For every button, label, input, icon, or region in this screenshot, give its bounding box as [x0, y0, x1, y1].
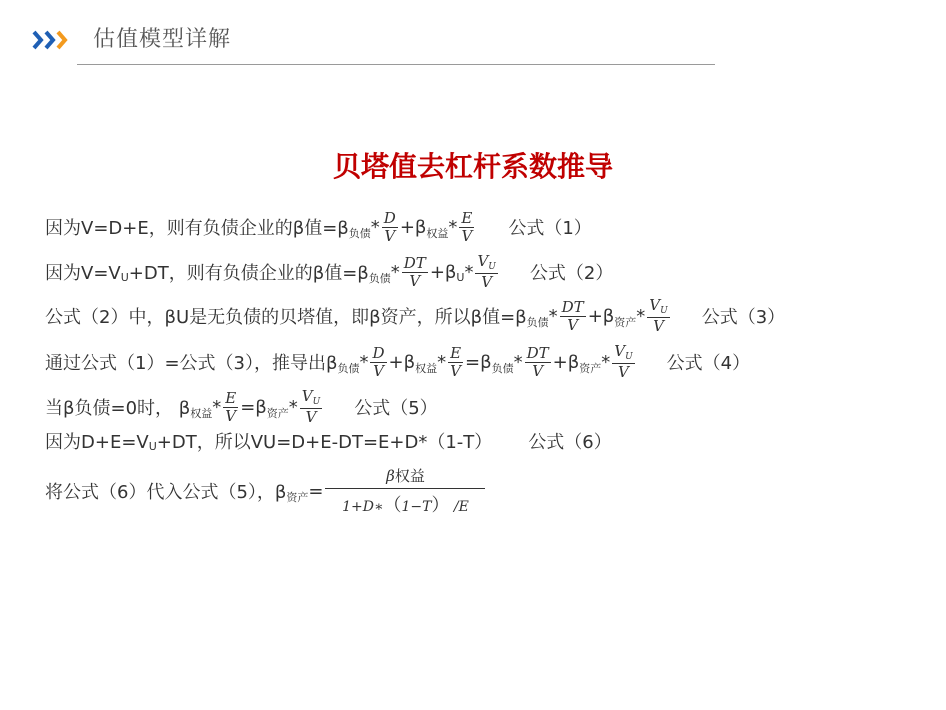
subscript: U — [148, 439, 157, 453]
formula-line-1: 因为V=D+E，则有负债企业的β值=β 负债 * $\frac{D}{V}$ +β 权益 * $\frac{E}{V}$ 公式（1） — [45, 208, 592, 245]
subscript: U — [120, 270, 129, 284]
line-text: =β — [465, 351, 492, 373]
fraction: $\frac{V_U}{V}$ — [614, 342, 633, 381]
fraction: $\frac{E}{V}$ — [450, 343, 462, 380]
line-text: 因为V=V — [45, 263, 121, 284]
formula-line-3: 公式（2）中，βU是无负债的贝塔值，即β资产，所以β值=β 负债 * $\frac{DT}{V}$ +β 资产 * $\frac{V_U}{V}$ 公式（3） — [45, 296, 786, 335]
formula-line-6 — [45, 422, 612, 460]
fraction: $\frac{DT}{V}$ — [561, 297, 584, 334]
subscript: 权益 — [426, 227, 449, 240]
double-chevron-icon — [32, 29, 74, 51]
line-text: 因为V=D+E，则有负债企业的β值=β — [45, 218, 349, 239]
subscript: 负债 — [348, 227, 371, 240]
line-text: +β — [552, 351, 580, 373]
line-text: +β — [587, 305, 615, 327]
subscript: 负债 — [491, 362, 514, 375]
slide-title: 贝塔值去杠杆系数推导 — [332, 150, 613, 183]
formula-label: 公式（2） — [529, 263, 614, 284]
fraction: $\frac{E}{V}$ — [461, 208, 473, 245]
fraction: $\frac{\text{β权益}}{1+D∗(1-T) /E}$ — [325, 465, 485, 517]
formula-label: 公式（1） — [508, 218, 592, 239]
subscript: 负债 — [526, 316, 549, 329]
line-text: 通过公式（1）=公式（3），推导出β — [45, 353, 338, 374]
fraction: $\frac{V_U}{V}$ — [649, 296, 668, 335]
subscript: 资产 — [614, 316, 637, 329]
formula-line-2: 因为V=V U +DT，则有负债企业的β值=β 负债 * $\frac{DT}{V}$ +β U * $\frac{V_U}{V}$ 公式（2） — [45, 252, 614, 291]
formula-label: 公式（5） — [354, 398, 438, 419]
line-text: +DT，所以VU=D+E-DT=E+D*（1-T） — [156, 432, 493, 453]
subscript: 权益 — [415, 362, 438, 375]
formula-label: 公式（3） — [701, 307, 786, 328]
formula-label: 公式（4） — [666, 353, 751, 374]
formula-line-5: 当β负债=0时， β 权益 * $\frac{E}{V}$ =β 资产 * $\frac{V_U}{V}$ 公式（5） — [45, 387, 438, 426]
line-text: +β — [399, 216, 427, 238]
subscript: 资产 — [286, 491, 309, 504]
line-text: 公式（2）中，βU是无负债的贝塔值，即β资产，所以β值=β — [45, 307, 527, 328]
fraction: $\frac{D}{V}$ — [372, 343, 385, 380]
subscript: 权益 — [190, 407, 213, 420]
header-title: 估值模型详解 — [93, 27, 232, 52]
subscript: 资产 — [579, 362, 602, 375]
formula-line-7 — [45, 466, 485, 516]
header-divider — [77, 64, 715, 65]
fraction: $\frac{DT}{V}$ — [403, 253, 426, 290]
fraction: $\frac{E}{V}$ — [225, 388, 237, 425]
line-text: +β — [388, 351, 416, 373]
formula-label: 公式（6） — [528, 432, 612, 453]
subscript: U — [456, 270, 465, 284]
line-text: +β — [429, 261, 457, 283]
fraction: $\frac{D}{V}$ — [383, 208, 396, 245]
formula-line-4: 通过公式（1）=公式（3），推导出β 负债 * $\frac{D}{V}$ +β 权益 * $\frac{E}{V}$ =β 负债 * $\frac{DT}{V}$ +β 资产 * $\frac{V_U}{V}$ 公式（4） — [45, 342, 751, 381]
line-text: +DT，则有负债企业的β值=β — [128, 263, 369, 284]
fraction: $\frac{V_U}{V}$ — [477, 252, 496, 291]
line-text: 因为D+E=V — [45, 432, 149, 453]
subscript: 资产 — [266, 407, 289, 420]
line-text: 将公式（6）代入公式（5），β — [45, 482, 287, 503]
fraction: $\frac{DT}{V}$ — [526, 343, 549, 380]
subscript: 负债 — [368, 272, 391, 285]
line-text: =β — [240, 396, 267, 418]
line-text: 当β负债=0时， β — [45, 398, 191, 419]
line-text: = — [308, 480, 324, 502]
fraction: $\frac{V_U}{V}$ — [301, 387, 321, 426]
subscript: 负债 — [337, 362, 360, 375]
